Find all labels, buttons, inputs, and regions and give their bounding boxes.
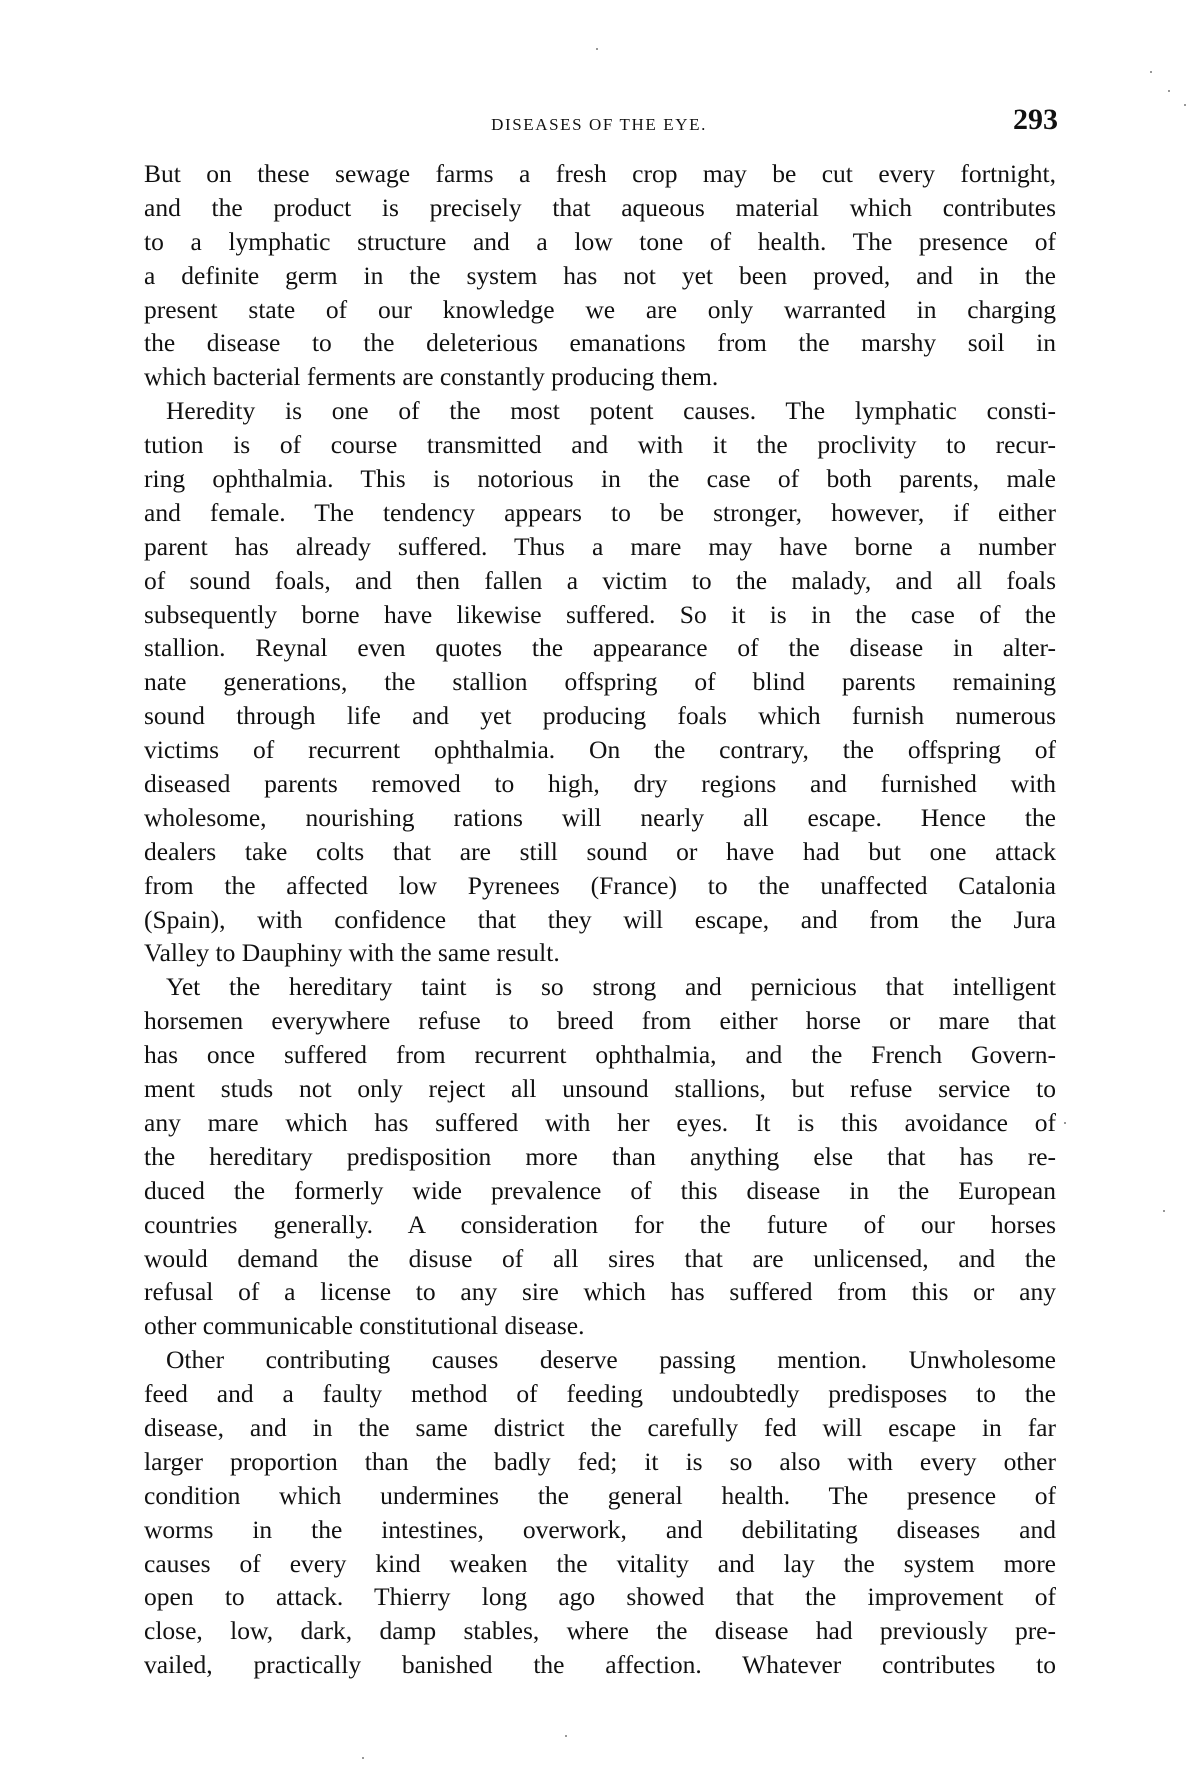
text-line: larger proportion than the badly fed; it is so also with every other: [144, 1446, 1056, 1476]
text-line: present state of our knowledge we are only warranted in charging: [144, 294, 1056, 324]
text-line: a definite germ in the system has not yet been proved, and in the: [144, 260, 1056, 290]
text-line: stallion. Reynal even quotes the appearance of the disease in alter-: [144, 633, 1056, 663]
scan-speck: [1168, 90, 1170, 92]
scan-speck: [1163, 1210, 1165, 1212]
text-line: would demand the disuse of all sires that are unlicensed, and the: [144, 1243, 1056, 1273]
scan-speck: [362, 1757, 364, 1759]
text-line: and female. The tendency appears to be stronger, however, if either: [144, 497, 1056, 527]
text-line: duced the formerly wide prevalence of this disease in the European: [144, 1175, 1056, 1205]
text-line: ment studs not only reject all unsound stallions, but refuse service to: [144, 1074, 1056, 1104]
text-line: other communicable constitutional disease.: [144, 1311, 585, 1341]
text-line: any mare which has suffered with her eyes. It is this avoidance of: [144, 1107, 1056, 1137]
text-line: feed and a faulty method of feeding undoubtedly predisposes to the: [144, 1379, 1056, 1409]
text-line: worms in the intestines, overwork, and debilitating diseases and: [144, 1514, 1056, 1544]
text-line: has once suffered from recurrent ophthalmia, and the French Govern-: [144, 1040, 1056, 1070]
text-line: disease, and in the same district the carefully fed will escape in far: [144, 1412, 1056, 1442]
text-line: close, low, dark, damp stables, where the disease had previously pre-: [144, 1616, 1056, 1646]
text-line: nate generations, the stallion offspring of blind parents remaining: [144, 667, 1056, 697]
text-line: (Spain), with confidence that they will escape, and from the Jura: [144, 904, 1056, 934]
text-line: diseased parents removed to high, dry regions and furnished with: [144, 769, 1056, 799]
text-line: sound through life and yet producing foals which furnish numerous: [144, 701, 1056, 731]
scan-speck: [1184, 104, 1186, 106]
body-text: [144, 157, 1056, 1682]
running-title: DISEASES OF THE EYE.: [491, 115, 707, 134]
text-line: which bacterial ferments are constantly producing them.: [144, 362, 719, 392]
text-line: dealers take colts that are still sound or have had but one attack: [144, 836, 1056, 866]
text-line: tution is of course transmitted and with it the proclivity to recur-: [144, 430, 1056, 460]
scan-speck: [1150, 71, 1152, 73]
text-line: to a lymphatic structure and a low tone of health. The presence of: [144, 226, 1056, 256]
text-line: causes of every kind weaken the vitality and lay the system more: [144, 1548, 1056, 1578]
text-line: wholesome, nourishing rations will nearly all escape. Hence the: [144, 802, 1056, 832]
paragraph: [144, 970, 1056, 1343]
text-line: horsemen everywhere refuse to breed from either horse or mare that: [144, 1006, 1056, 1036]
text-line: subsequently borne have likewise suffered. So it is in the case of the: [144, 599, 1056, 629]
text-line: condition which undermines the general health. The presence of: [144, 1480, 1056, 1510]
text-line: Heredity is one of the most potent causes. The lymphatic consti-: [166, 396, 1056, 426]
text-line: the hereditary predisposition more than anything else that has re-: [144, 1141, 1056, 1171]
text-line: refusal of a license to any sire which has suffered from this or any: [144, 1277, 1056, 1307]
text-line: countries generally. A consideration for the future of our horses: [144, 1209, 1056, 1239]
text-line: of sound foals, and then fallen a victim to the malady, and all foals: [144, 565, 1056, 595]
scan-speck: [596, 48, 598, 50]
text-line: vailed, practically banished the affection. Whatever contributes to: [144, 1650, 1056, 1680]
text-line: the disease to the deleterious emanations from the marshy soil in: [144, 328, 1056, 358]
text-line: victims of recurrent ophthalmia. On the contrary, the offspring of: [144, 735, 1056, 765]
text-line: from the affected low Pyrenees (France) to the unaffected Catalonia: [144, 870, 1056, 900]
text-line: and the product is precisely that aqueous material which contributes: [144, 192, 1056, 222]
page-number: 293: [1013, 103, 1058, 136]
text-line: open to attack. Thierry long ago showed that the improvement of: [144, 1582, 1056, 1612]
text-line: Valley to Dauphiny with the same result.: [144, 938, 560, 968]
running-head: [140, 103, 1058, 143]
scan-speck: [1064, 1122, 1066, 1124]
paragraph: [144, 394, 1056, 970]
scan-speck: [565, 1735, 567, 1737]
text-line: But on these sewage farms a fresh crop may be cut every fortnight,: [144, 159, 1056, 188]
text-line: parent has already suffered. Thus a mare may have borne a number: [144, 531, 1056, 561]
text-line: Yet the hereditary taint is so strong and pernicious that intelligent: [166, 972, 1056, 1002]
paragraph: [144, 1343, 1056, 1682]
paragraph: [144, 157, 1056, 394]
text-line: ring ophthalmia. This is notorious in the case of both parents, male: [144, 464, 1056, 494]
text-line: Other contributing causes deserve passing mention. Unwholesome: [166, 1345, 1056, 1375]
